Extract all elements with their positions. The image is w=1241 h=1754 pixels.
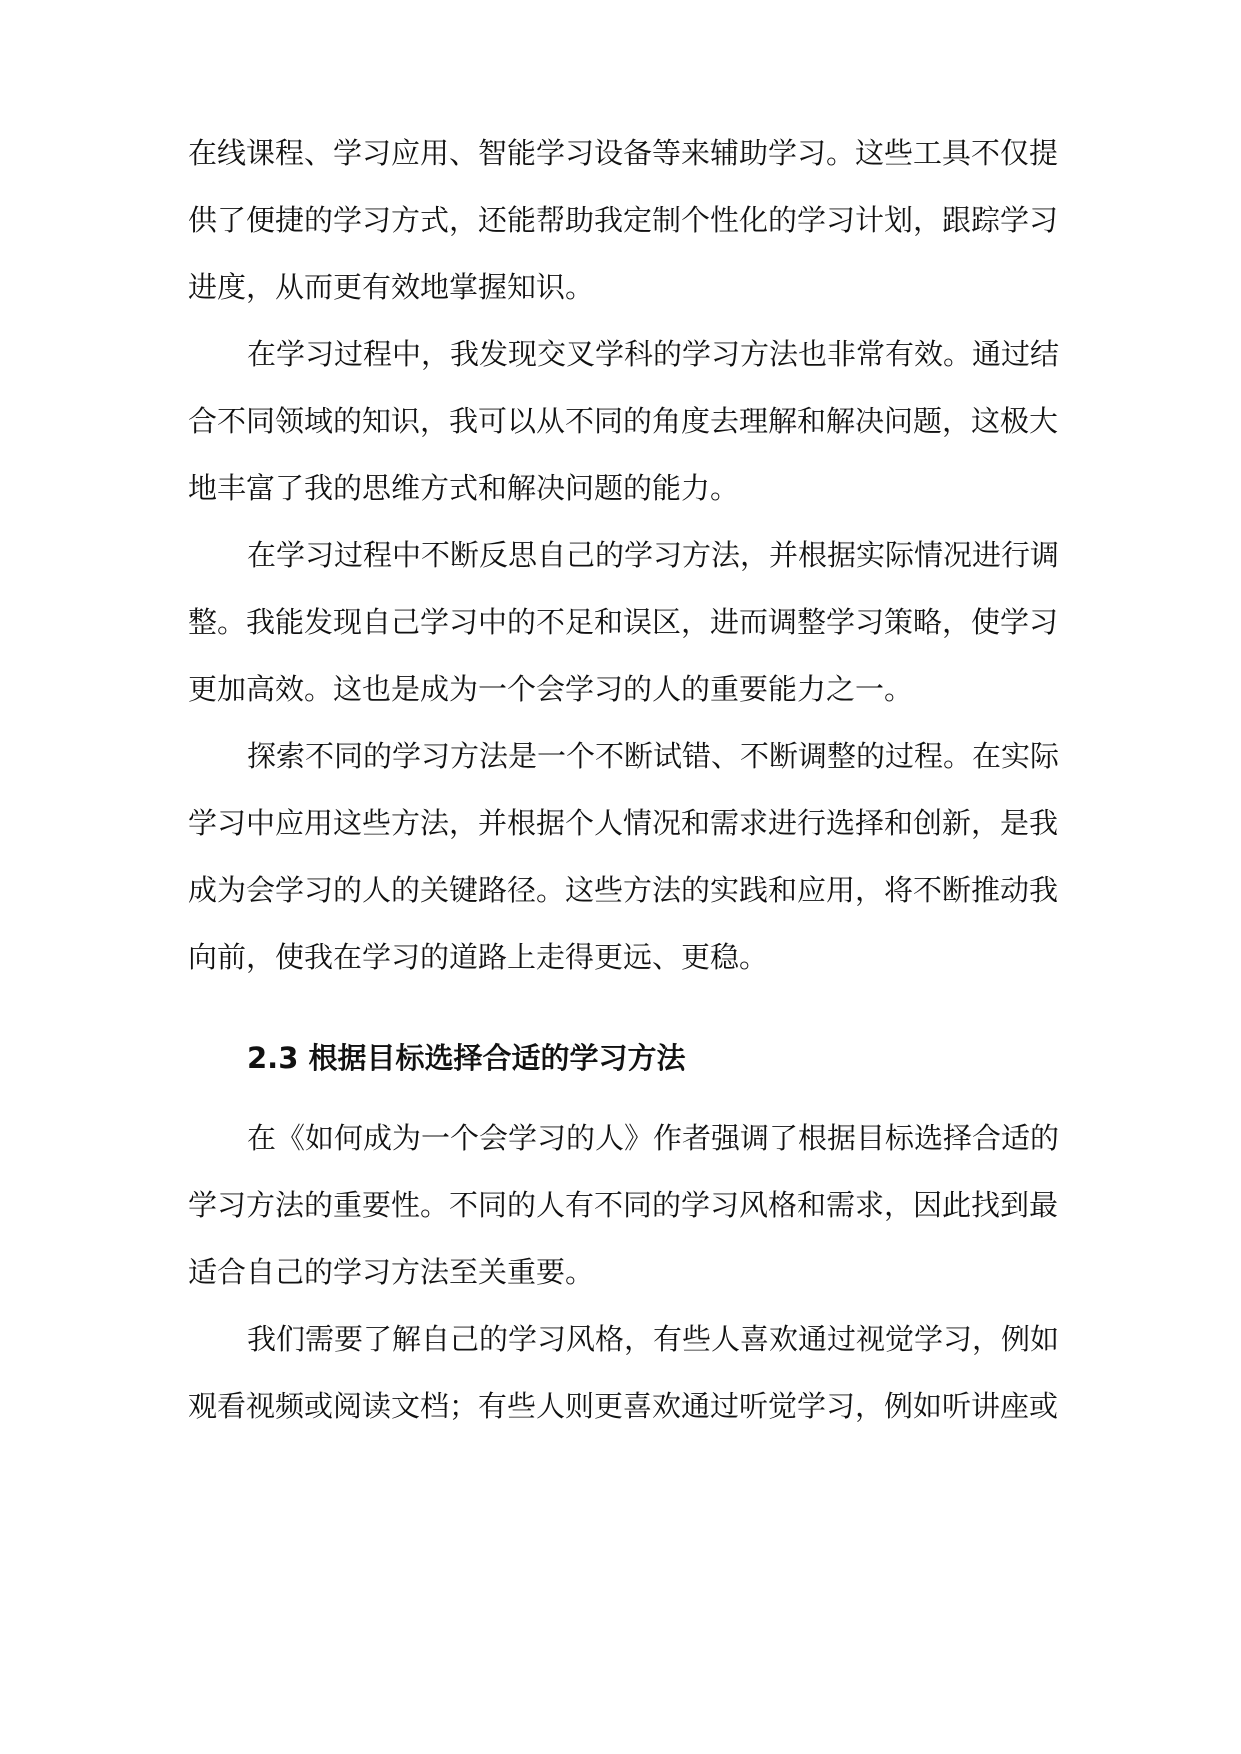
body-text-line: 在学习过程中不断反思自己的学习方法，并根据实际情况进行调 (247, 538, 1060, 572)
body-text-line: 探索不同的学习方法是一个不断试错、不断调整的过程。在实际 (247, 739, 1060, 773)
body-text-line: 学习中应用这些方法，并根据个人情况和需求进行选择和创新，是我 (188, 806, 1059, 840)
section-heading: 2.3 根据目标选择合适的学习方法 (247, 1041, 686, 1075)
body-text-line: 学习方法的重要性。不同的人有不同的学习风格和需求，因此找到最 (188, 1188, 1059, 1222)
body-text-line: 我们需要了解自己的学习风格，有些人喜欢通过视觉学习，例如 (247, 1322, 1060, 1356)
body-text-line: 合不同领域的知识，我可以从不同的角度去理解和解决问题，这极大 (188, 404, 1059, 438)
body-text-line: 地丰富了我的思维方式和解决问题的能力。 (188, 471, 740, 505)
body-text-line: 更加高效。这也是成为一个会学习的人的重要能力之一。 (188, 672, 914, 706)
body-text-line: 观看视频或阅读文档；有些人则更喜欢通过听觉学习，例如听讲座或 (188, 1389, 1059, 1423)
body-text-line: 在线课程、学习应用、智能学习设备等来辅助学习。这些工具不仅提 (188, 136, 1059, 170)
body-text-line: 向前，使我在学习的道路上走得更远、更稳。 (188, 940, 769, 974)
body-text-line: 在《如何成为一个会学习的人》作者强调了根据目标选择合适的 (247, 1121, 1060, 1155)
body-text-line: 进度，从而更有效地掌握知识。 (188, 270, 595, 304)
body-text-line: 成为会学习的人的关键路径。这些方法的实践和应用，将不断推动我 (188, 873, 1059, 907)
body-text-line: 供了便捷的学习方式，还能帮助我定制个性化的学习计划，跟踪学习 (188, 203, 1059, 237)
body-text-line: 在学习过程中，我发现交叉学科的学习方法也非常有效。通过结 (247, 337, 1060, 371)
body-text-line: 整。我能发现自己学习中的不足和误区，进而调整学习策略，使学习 (188, 605, 1059, 639)
body-text-line: 适合自己的学习方法至关重要。 (188, 1255, 595, 1289)
